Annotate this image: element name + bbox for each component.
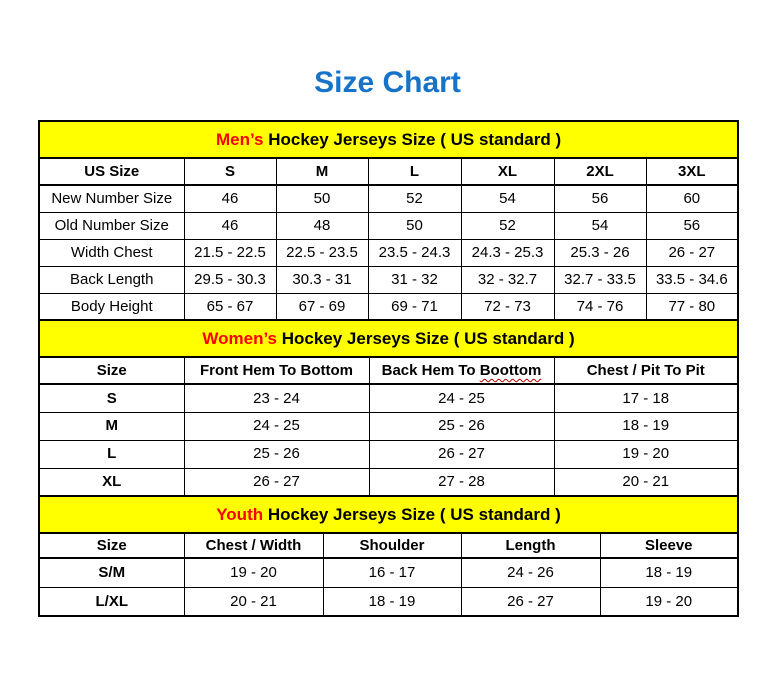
cell: 19 - 20 bbox=[184, 558, 323, 587]
cell: 31 - 32 bbox=[368, 266, 461, 293]
cell: 30.3 - 31 bbox=[276, 266, 368, 293]
youth-section-heading bbox=[39, 496, 738, 533]
table-row bbox=[39, 468, 738, 496]
cell: 19 - 20 bbox=[600, 587, 738, 616]
column-header: Chest / Width bbox=[184, 533, 323, 558]
row-label: Back Length bbox=[39, 266, 184, 293]
cell: 23.5 - 24.3 bbox=[368, 239, 461, 266]
page-title: Size Chart bbox=[314, 66, 461, 99]
cell: 32 - 32.7 bbox=[461, 266, 554, 293]
cell: 20 - 21 bbox=[554, 468, 738, 496]
cell: 27 - 28 bbox=[369, 468, 554, 496]
youth-section-band bbox=[39, 496, 738, 533]
cell: 46 bbox=[184, 185, 276, 212]
women-heading-rest: Hockey Jerseys Size ( US standard ) bbox=[277, 328, 575, 348]
cell: 18 - 19 bbox=[600, 558, 738, 587]
cell: 25 - 26 bbox=[369, 412, 554, 440]
table-row bbox=[39, 266, 738, 293]
column-header: XL bbox=[461, 158, 554, 185]
table-row bbox=[39, 293, 738, 320]
table-row bbox=[39, 412, 738, 440]
cell: 26 - 27 bbox=[646, 239, 738, 266]
row-label: XL bbox=[39, 468, 184, 496]
youth-size-table bbox=[38, 495, 739, 617]
cell: 56 bbox=[646, 212, 738, 239]
column-header: Shoulder bbox=[323, 533, 461, 558]
row-label: Body Height bbox=[39, 293, 184, 320]
cell: 22.5 - 23.5 bbox=[276, 239, 368, 266]
youth-heading-rest: Hockey Jerseys Size ( US standard ) bbox=[263, 504, 561, 524]
cell: 25.3 - 26 bbox=[554, 239, 646, 266]
cell: 74 - 76 bbox=[554, 293, 646, 320]
column-header: Size bbox=[39, 533, 184, 558]
table-row bbox=[39, 558, 738, 587]
column-header: Length bbox=[461, 533, 600, 558]
cell: 52 bbox=[461, 212, 554, 239]
column-header: Front Hem To Bottom bbox=[184, 357, 369, 384]
row-label: L bbox=[39, 440, 184, 468]
cell: 50 bbox=[368, 212, 461, 239]
table-row bbox=[39, 587, 738, 616]
cell: 26 - 27 bbox=[184, 468, 369, 496]
cell: 19 - 20 bbox=[554, 440, 738, 468]
table-row bbox=[39, 212, 738, 239]
table-row bbox=[39, 185, 738, 212]
cell: 33.5 - 34.6 bbox=[646, 266, 738, 293]
column-header: S bbox=[184, 158, 276, 185]
cell: 72 - 73 bbox=[461, 293, 554, 320]
cell: 24 - 25 bbox=[184, 412, 369, 440]
table-row bbox=[39, 440, 738, 468]
cell: 65 - 67 bbox=[184, 293, 276, 320]
column-header: L bbox=[368, 158, 461, 185]
row-label: Old Number Size bbox=[39, 212, 184, 239]
table-row bbox=[39, 239, 738, 266]
men-section-band bbox=[39, 121, 738, 158]
cell: 46 bbox=[184, 212, 276, 239]
row-label: L/XL bbox=[39, 587, 184, 616]
cell: 54 bbox=[461, 185, 554, 212]
column-header: 2XL bbox=[554, 158, 646, 185]
women-column-header-row bbox=[39, 357, 738, 384]
cell: 18 - 19 bbox=[323, 587, 461, 616]
cell: 77 - 80 bbox=[646, 293, 738, 320]
men-size-table bbox=[38, 120, 739, 321]
cell: 50 bbox=[276, 185, 368, 212]
cell: 16 - 17 bbox=[323, 558, 461, 587]
cell: 24 - 26 bbox=[461, 558, 600, 587]
cell: 32.7 - 33.5 bbox=[554, 266, 646, 293]
cell: 67 - 69 bbox=[276, 293, 368, 320]
cell: 48 bbox=[276, 212, 368, 239]
cell: 17 - 18 bbox=[554, 384, 738, 412]
cell: 23 - 24 bbox=[184, 384, 369, 412]
column-header: US Size bbox=[39, 158, 184, 185]
spellcheck-underlined-word: Boottom bbox=[479, 361, 542, 379]
women-heading-highlight: Women’s bbox=[202, 328, 277, 348]
row-label: M bbox=[39, 412, 184, 440]
youth-column-header-row bbox=[39, 533, 738, 558]
column-header-misspelled bbox=[369, 357, 554, 384]
column-header: Chest / Pit To Pit bbox=[554, 357, 738, 384]
women-size-table bbox=[38, 319, 739, 497]
men-heading-highlight: Men’s bbox=[215, 129, 264, 149]
cell: 56 bbox=[554, 185, 646, 212]
cell: 25 - 26 bbox=[184, 440, 369, 468]
row-label: S bbox=[39, 384, 184, 412]
cell: 29.5 - 30.3 bbox=[184, 266, 276, 293]
men-column-header-row bbox=[39, 158, 738, 185]
column-header-prefix: Back Hem To bbox=[381, 361, 480, 379]
cell: 24 - 25 bbox=[369, 384, 554, 412]
row-label: S/M bbox=[39, 558, 184, 587]
cell: 26 - 27 bbox=[461, 587, 600, 616]
cell: 60 bbox=[646, 185, 738, 212]
cell: 26 - 27 bbox=[369, 440, 554, 468]
table-row bbox=[39, 384, 738, 412]
column-header: 3XL bbox=[646, 158, 738, 185]
men-heading-rest: Hockey Jerseys Size ( US standard ) bbox=[263, 129, 562, 149]
cell: 54 bbox=[554, 212, 646, 239]
column-header: M bbox=[276, 158, 368, 185]
women-section-band bbox=[39, 320, 738, 357]
women-section-heading bbox=[39, 320, 738, 357]
cell: 20 - 21 bbox=[184, 587, 323, 616]
cell: 24.3 - 25.3 bbox=[461, 239, 554, 266]
row-label: New Number Size bbox=[39, 185, 184, 212]
cell: 18 - 19 bbox=[554, 412, 738, 440]
size-chart-tables bbox=[38, 120, 739, 617]
row-label: Width Chest bbox=[39, 239, 184, 266]
column-header: Size bbox=[39, 357, 184, 384]
column-header: Sleeve bbox=[600, 533, 738, 558]
youth-heading-highlight: Youth bbox=[216, 504, 264, 524]
cell: 52 bbox=[368, 185, 461, 212]
men-section-heading bbox=[39, 121, 738, 158]
cell: 69 - 71 bbox=[368, 293, 461, 320]
cell: 21.5 - 22.5 bbox=[184, 239, 276, 266]
